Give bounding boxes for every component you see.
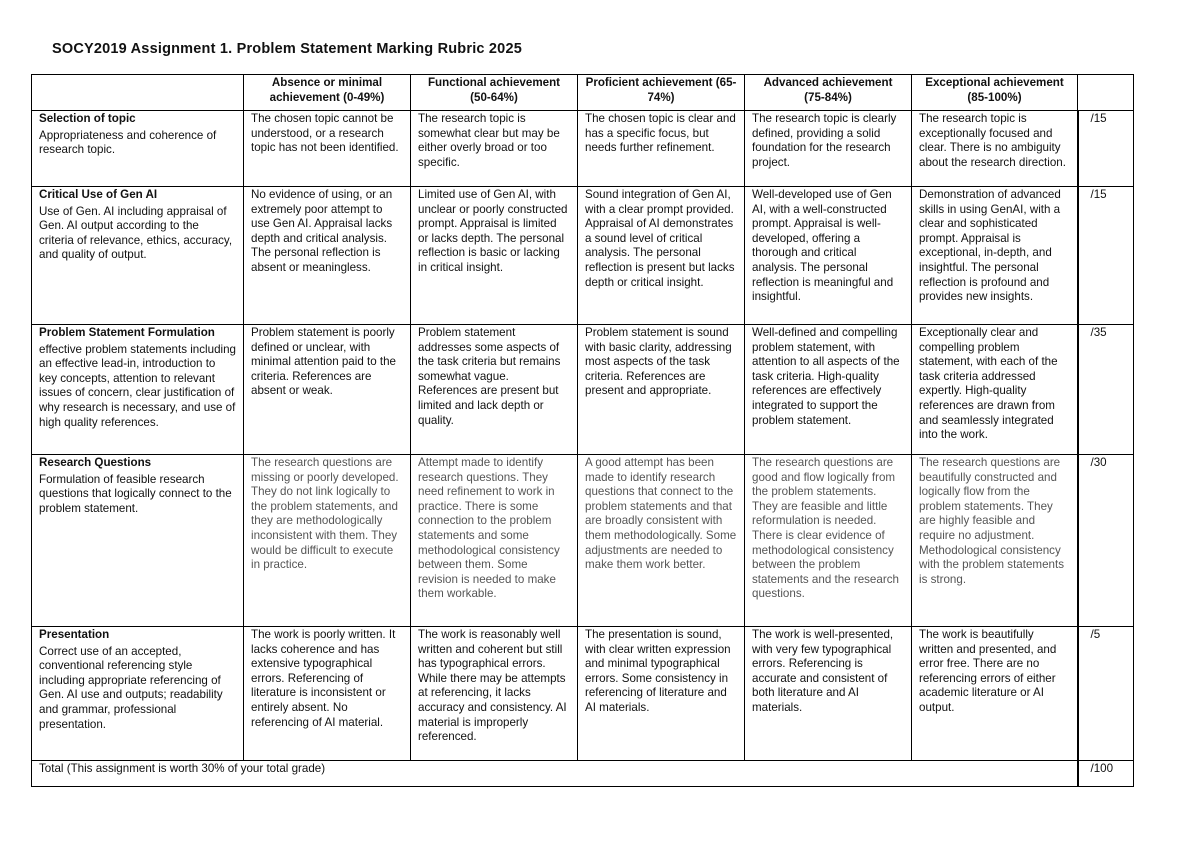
criterion-cell [32,325,244,455]
level-cell: Demonstration of advanced skills in using GenAI, with a clear and sophisticated prompt. Appraisal is exceptional, in-depth, and insightful. The personal reflection is profound and provides new insights. [912,187,1078,325]
level-cell: Problem statement is poorly defined or unclear, with minimal attention paid to the criteria. References are absent or weak. [244,325,411,455]
score-cell: /15 [1078,187,1134,325]
level-cell: Problem statement is sound with basic clarity, addressing most aspects of the task criteria. References are present and appropriate. [578,325,745,455]
score-cell: /35 [1078,325,1134,455]
criterion-title: Presentation [39,628,110,641]
level-cell: The research questions are beautifully constructed and logically flow from the problem statements. They are highly feasible and require no adjustment. Methodological consistency with the problem statements is strong. [912,455,1078,627]
score-cell: /5 [1078,627,1134,761]
total-row [32,761,1134,787]
level-cell: Well-defined and compelling problem statement, with attention to all aspects of the task criteria. High-quality references are effectively integrated to support the problem statement. [745,325,912,455]
criterion-title: Problem Statement Formulation [39,326,215,339]
level-cell: The research topic is exceptionally focused and clear. There is no ambiguity about the research direction. [912,111,1078,187]
criterion-cell [32,455,244,627]
level-cell: Well-developed use of Gen AI, with a well-constructed prompt. Appraisal is well-developed, offering a thorough and critical analysis. The personal reflection is meaningful and insightful. [745,187,912,325]
header-level-absence: Absence or minimal achievement (0-49%) [244,75,411,111]
header-row [32,75,1134,111]
score-cell: /30 [1078,455,1134,627]
header-criterion-cell [32,75,244,111]
level-cell: Attempt made to identify research questions. They need refinement to work in practice. There is some connection to the problem statements and some methodological consistency between them. Some revision is needed to make them workable. [411,455,578,627]
level-cell: The chosen topic cannot be understood, or a research topic has not been identified. [244,111,411,187]
rubric-row-research-questions [32,455,1134,627]
document-title: SOCY2019 Assignment 1. Problem Statement Marking Rubric 2025 [52,41,522,57]
criterion-description: Formulation of feasible research questions that logically connect to the problem statement. [39,472,232,515]
criterion-cell [32,627,244,761]
criterion-description: Correct use of an accepted, conventional referencing style including appropriate referencing of Gen. AI use and outputs; readability and grammar, professional presentation. [39,644,223,731]
level-cell: The research questions are missing or poorly developed. They do not link logically to the problem statements, and they are methodologically inconsistent with them. They would be difficult to execute in practice. [244,455,411,627]
rubric-row-critical-use-of-gen-ai [32,187,1134,325]
level-cell: The research questions are good and flow logically from the problem statements. They are feasible and little reformulation is needed. There is clear evidence of methodological consistency between the problem statements and the research questions. [745,455,912,627]
criterion-title: Research Questions [39,456,152,469]
level-cell: The chosen topic is clear and has a specific focus, but needs further refinement. [578,111,745,187]
level-cell: The research topic is somewhat clear but may be either overly broad or too specific. [411,111,578,187]
criterion-title: Selection of topic [39,112,136,125]
criterion-description: Appropriateness and coherence of research topic. [39,128,217,157]
level-cell: The work is poorly written. It lacks coherence and has extensive typographical errors. Referencing of literature is inconsistent or entirely absent. No referencing of AI material. [244,627,411,761]
rubric-row-selection-of-topic [32,111,1134,187]
level-cell: The work is beautifully written and presented, and error free. There are no referencing errors of either academic literature or AI output. [912,627,1078,761]
level-cell: Problem statement addresses some aspects of the task criteria but remains somewhat vague. References are present but limited and lack depth or quality. [411,325,578,455]
level-cell: The presentation is sound, with clear written expression and minimal typographical errors. Some consistency in referencing of literature and AI materials. [578,627,745,761]
criterion-description: Use of Gen. AI including appraisal of Gen. AI output according to the criteria of relevance, ethics, accuracy, and quality of output. [39,204,233,262]
level-cell: Sound integration of Gen AI, with a clear prompt provided. Appraisal of AI demonstrates a sound level of critical analysis. The personal reflection is present but lacks depth or critical insight. [578,187,745,325]
level-cell: Exceptionally clear and compelling problem statement, with each of the task criteria addressed expertly. High-quality references are drawn from and seamlessly integrated into the work. [912,325,1078,455]
header-level-proficient: Proficient achievement (65-74%) [578,75,745,111]
total-label: Total (This assignment is worth 30% of your total grade) [32,761,1078,787]
level-cell: Limited use of Gen AI, with unclear or poorly constructed prompt. Appraisal is limited or lacks depth. The personal reflection is basic or lacking in critical insight. [411,187,578,325]
header-score-cell [1078,75,1134,111]
level-cell: The work is reasonably well written and coherent but still has typographical errors. While there may be attempts at referencing, it lacks accuracy and consistency. AI material is improperly referenced. [411,627,578,761]
score-cell: /15 [1078,111,1134,187]
marking-rubric-table [31,74,1134,787]
header-level-advanced: Advanced achievement (75-84%) [745,75,912,111]
criterion-cell [32,111,244,187]
criterion-cell [32,187,244,325]
header-level-functional: Functional achievement (50-64%) [411,75,578,111]
rubric-row-problem-statement-formulation [32,325,1134,455]
level-cell: The research topic is clearly defined, providing a solid foundation for the research project. [745,111,912,187]
level-cell: A good attempt has been made to identify research questions that connect to the problem statements and that are broadly consistent with them methodologically. Some adjustments are needed to make them work better. [578,455,745,627]
rubric-row-presentation [32,627,1134,761]
criterion-title: Critical Use of Gen AI [39,188,158,201]
level-cell: The work is well-presented, with very few typographical errors. Referencing is accurate and consistent of both literature and AI materials. [745,627,912,761]
header-level-exceptional: Exceptional achievement (85-100%) [912,75,1078,111]
level-cell: No evidence of using, or an extremely poor attempt to use Gen AI. Appraisal lacks depth and critical analysis. The personal reflection is absent or meaningless. [244,187,411,325]
criterion-description: effective problem statements including an effective lead-in, introduction to key concepts, attention to relevant issues of concern, clear justification of why research is necessary, and use of high quality references. [39,342,236,429]
total-score-cell: /100 [1078,761,1134,787]
